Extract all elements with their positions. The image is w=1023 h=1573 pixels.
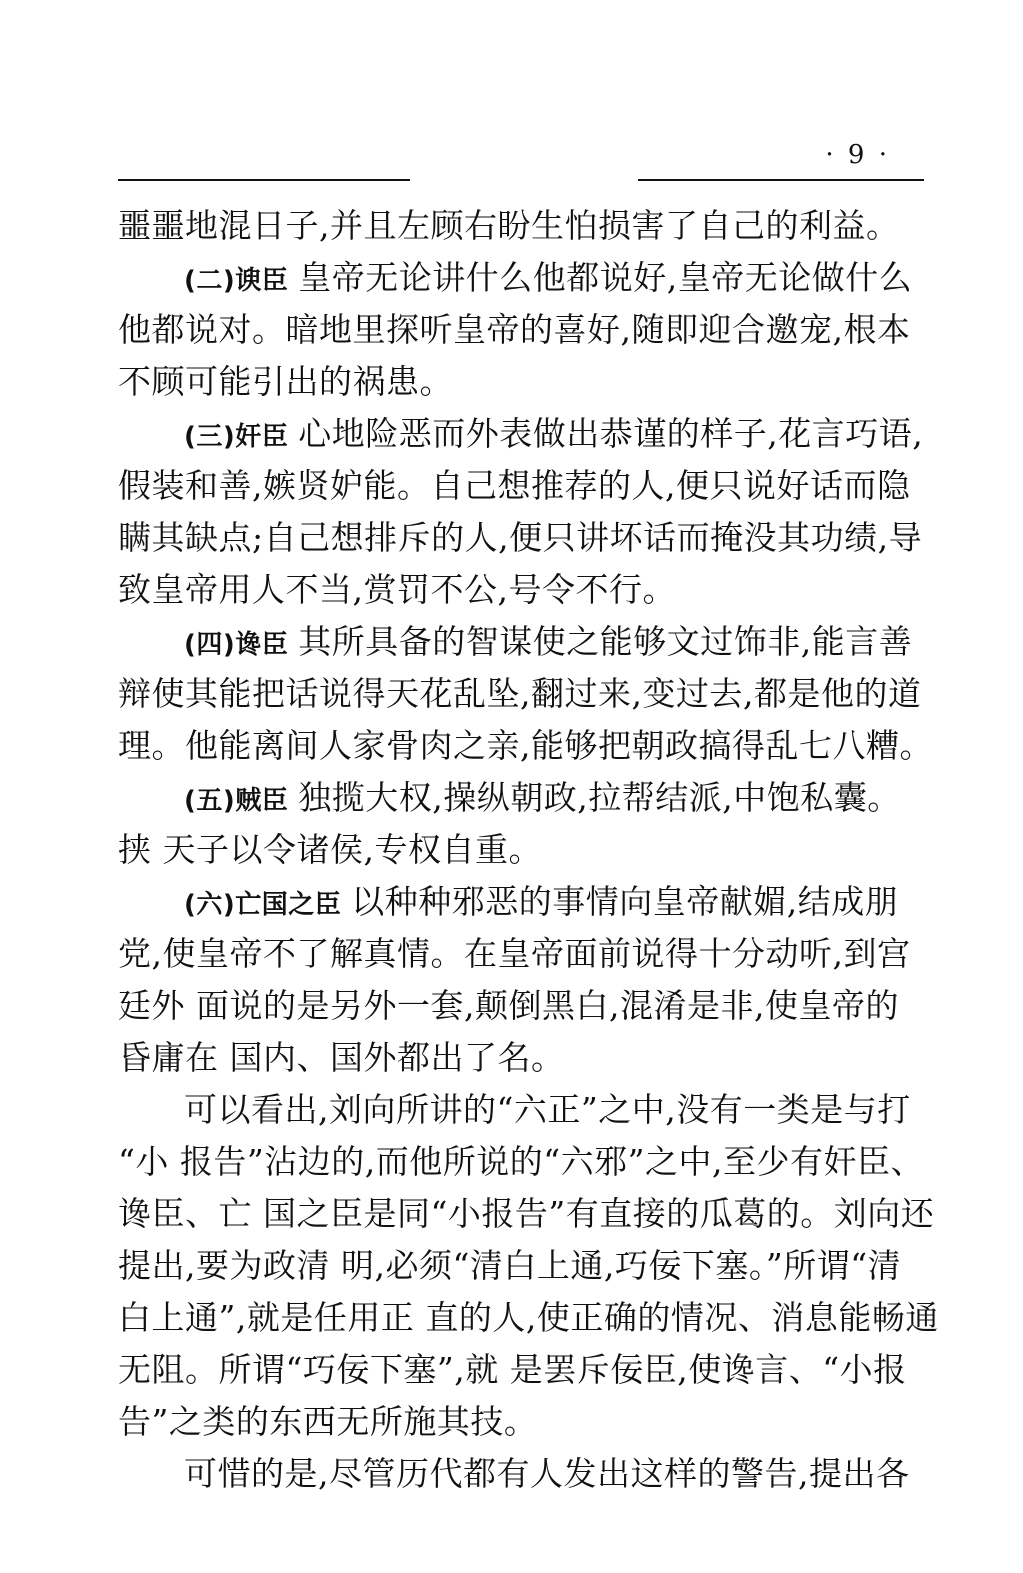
- text-line: 理。他能离间人家骨肉之亲,能够把朝政搞得乱七八糟。: [118, 726, 933, 765]
- text-line: 可惜的是,尽管历代都有人发出这样的警告,提出各: [184, 1454, 910, 1493]
- text-line: 党,使皇帝不了解真情。在皇帝面前说得十分动听,到宫: [118, 934, 911, 973]
- section-heading: (五)贼臣: [184, 786, 289, 816]
- section-heading: (三)奸臣: [184, 422, 289, 452]
- line-text: 心地险恶而外表做出恭谨的样子,花言巧语,: [298, 414, 924, 453]
- section-heading: (六)亡国之臣: [184, 890, 342, 920]
- section-heading: (二)谀臣: [184, 266, 289, 296]
- text-line: 辩使其能把话说得天花乱坠,翻过来,变过去,都是他的道: [118, 674, 922, 713]
- text-line: 他都说对。暗地里探听皇帝的喜好,随即迎合邀宠,根本: [118, 310, 911, 349]
- text-line: 提出,要为政清 明,必须“清白上通,巧佞下塞。”所谓“清: [118, 1246, 902, 1285]
- text-line: 不顾可能引出的祸患。: [118, 362, 453, 401]
- text-line: 廷外 面说的是另外一套,颠倒黑白,混淆是非,使皇帝的: [118, 986, 899, 1025]
- text-line: 谗臣、亡 国之臣是同“小报告”有直接的瓜葛的。刘向还: [118, 1194, 935, 1233]
- text-line: 噩噩地混日子,并且左顾右盼生怕损害了自己的利益。: [118, 206, 900, 245]
- text-line: 昏庸在 国内、国外都出了名。: [118, 1038, 565, 1077]
- page-header: [118, 138, 924, 184]
- text-line: [118, 772, 924, 824]
- text-line: 告”之类的东西无所施其技。: [118, 1402, 538, 1441]
- section-heading: (四)谗臣: [184, 630, 289, 660]
- text-line: 可以看出,刘向所讲的“六正”之中,没有一类是与打: [184, 1090, 911, 1129]
- line-text: 皇帝无论讲什么他都说好,皇帝无论做什么: [298, 258, 913, 297]
- line-text: 其所具备的智谋使之能够文过饰非,能言善: [298, 622, 913, 661]
- line-text: 以种种邪恶的事情向皇帝献媚,结成朋: [351, 882, 899, 921]
- header-rule-right: [638, 179, 924, 181]
- text-line: 假装和善,嫉贤妒能。自己想推荐的人,便只说好话而隐: [118, 466, 911, 505]
- header-rule-left: [118, 179, 410, 181]
- text-line: 挟 天子以令诸侯,专权自重。: [118, 830, 542, 869]
- text-line: [118, 252, 924, 304]
- text-line: 无阻。所谓“巧佞下塞”,就 是罢斥佞臣,使谗言、“小报: [118, 1350, 907, 1389]
- line-text: 独揽大权,操纵朝政,拉帮结派,中饱私囊。: [298, 778, 901, 817]
- text-line: [118, 876, 924, 928]
- text-line: 白上通”,就是任用正 直的人,使正确的情况、消息能畅通: [118, 1298, 939, 1337]
- page-number: · 9 ·: [825, 140, 890, 170]
- text-line: [118, 616, 924, 668]
- text-line: 瞒其缺点;自己想排斥的人,便只讲坏话而掩没其功绩,导: [118, 518, 923, 557]
- text-line: 致皇帝用人不当,赏罚不公,号令不行。: [118, 570, 676, 609]
- text-line: “小 报告”沾边的,而他所说的“六邪”之中,至少有奸臣、: [118, 1142, 924, 1181]
- text-line: [118, 408, 924, 460]
- page-body: [118, 200, 939, 1500]
